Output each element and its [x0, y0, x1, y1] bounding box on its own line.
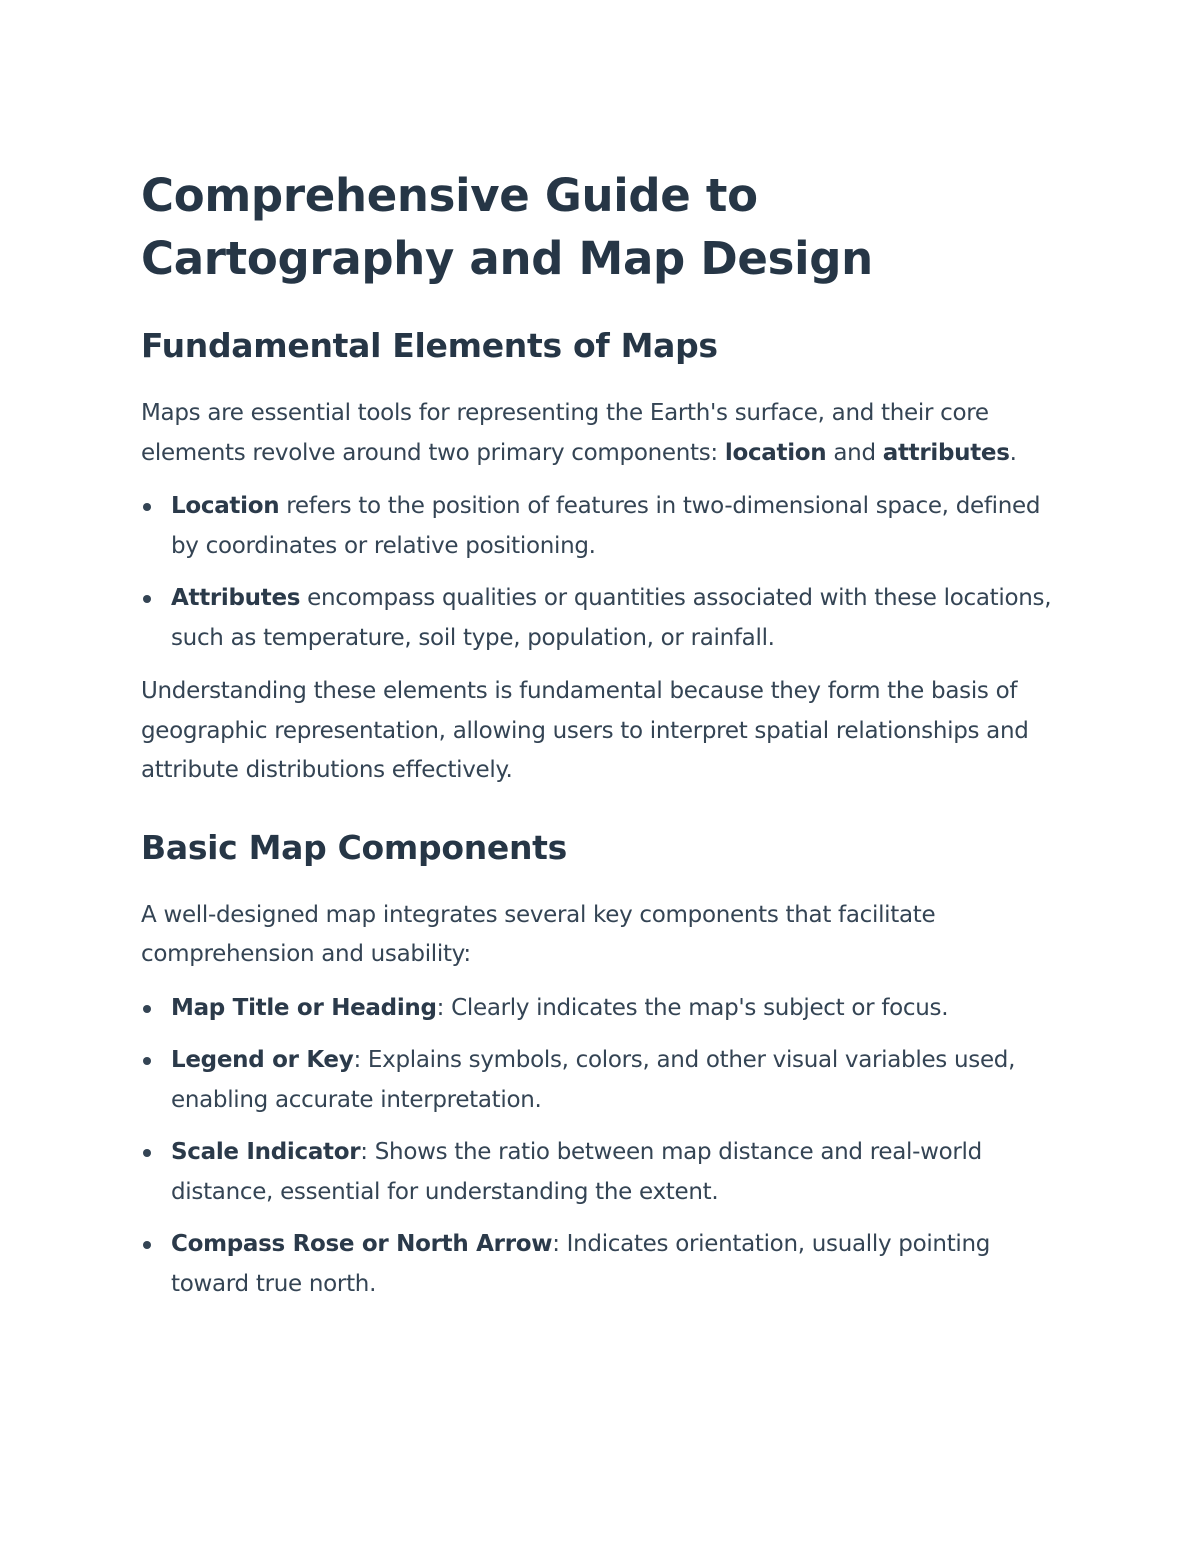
intro-bold-attributes: attributes	[882, 439, 1010, 466]
document-page	[141, 164, 1071, 1304]
list-item-term: Attributes	[171, 585, 301, 611]
list-item-text: refers to the position of features in two-dimensional space, defined by coordinates or relative positioning.	[171, 493, 1041, 559]
document-title: Comprehensive Guide to Cartography and Map Design	[141, 169, 873, 285]
list-item-term: Map Title or Heading	[171, 994, 437, 1021]
intro-text-middle: and	[826, 439, 883, 466]
list-item	[141, 1041, 1071, 1120]
list-item-text: : Indicates orientation, usually pointing toward true north.	[171, 1231, 991, 1297]
list-item	[141, 1225, 1071, 1304]
bullet-icon	[143, 1149, 151, 1157]
list-item	[141, 579, 1071, 658]
section-heading-fundamental-elements: Fundamental Elements of Maps	[141, 326, 718, 365]
list-item-text: : Shows the ratio between map distance and real-world distance, essential for understanding the extent.	[171, 1139, 982, 1205]
intro-text-end: .	[1009, 439, 1017, 466]
list-item-term: Legend or Key	[171, 1047, 354, 1073]
list-item	[141, 1133, 1071, 1212]
list-item-text: encompass qualities or quantities associated with these locations, such as temperature, soil type, population, or rainfall.	[171, 585, 1052, 651]
section1-closing-paragraph: Understanding these elements is fundamental because they form the basis of geographic representation, allowing users to interpret spatial relationships and attribute distributions effectively.	[141, 678, 1029, 783]
list-item-term: Scale Indicator	[171, 1139, 361, 1165]
list-item	[141, 487, 1071, 566]
bullet-icon	[143, 1057, 151, 1065]
section1-bullet-list	[141, 487, 1071, 658]
intro-text-before: Maps are essential tools for representing the Earth's surface, and their core elements revolve around two primary components:	[141, 400, 989, 466]
list-item-text: : Explains symbols, colors, and other visual variables used, enabling accurate interpretation.	[171, 1047, 1016, 1113]
section2-bullet-list	[141, 989, 1071, 1305]
bullet-icon	[143, 595, 151, 603]
list-item-term: Location	[171, 493, 280, 519]
bullet-icon	[143, 1005, 151, 1013]
bullet-icon	[143, 503, 151, 511]
intro-bold-location: location	[724, 439, 827, 466]
section1-intro-paragraph	[141, 394, 1071, 473]
section-heading-basic-components: Basic Map Components	[141, 827, 567, 867]
section2-intro-paragraph: A well-designed map integrates several key components that facilitate comprehension and usability:	[141, 901, 936, 967]
list-item	[141, 989, 1071, 1029]
list-item-text: : Clearly indicates the map's subject or focus.	[436, 994, 949, 1021]
bullet-icon	[143, 1241, 151, 1249]
list-item-term: Compass Rose or North Arrow	[171, 1231, 553, 1257]
